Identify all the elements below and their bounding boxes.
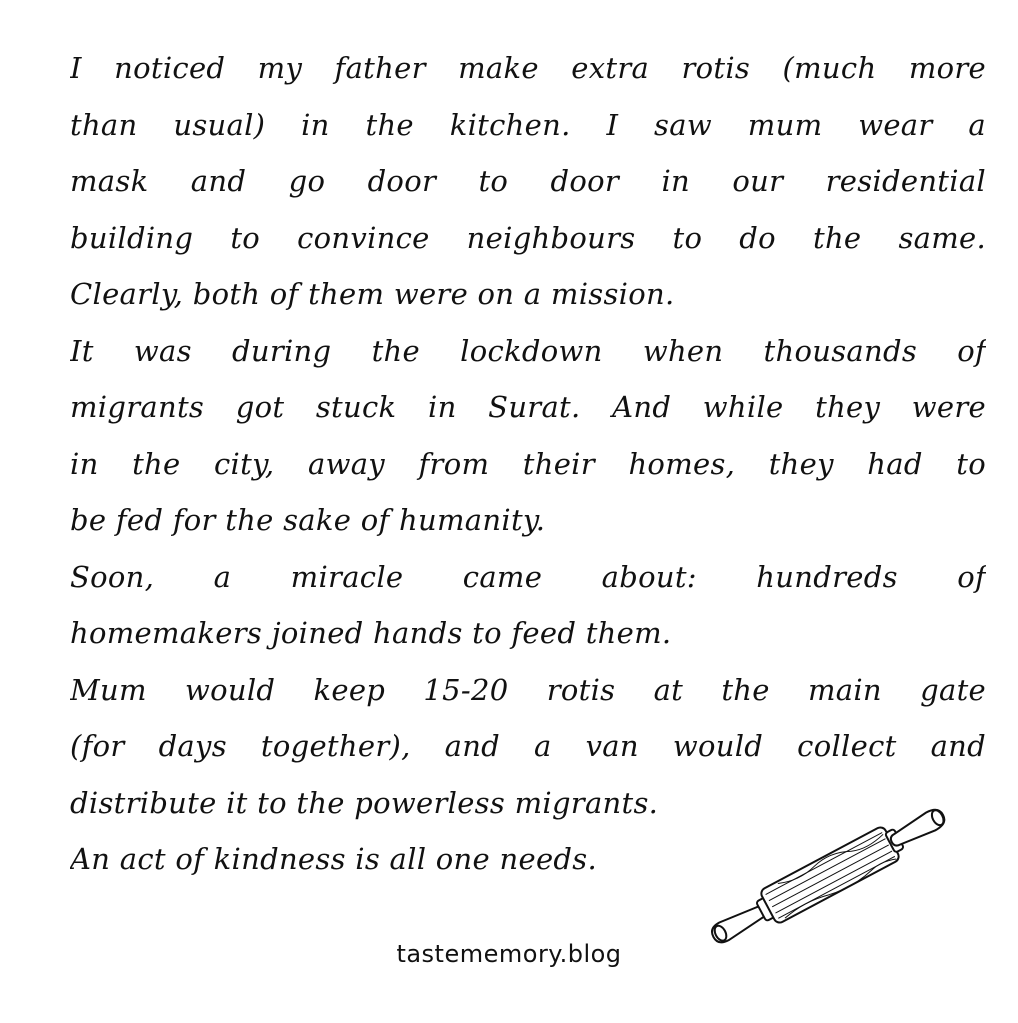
story-line: Mum would keep 15-20 rotis at the main gate [70,672,986,707]
site-url: tastememory.blog [396,940,622,968]
story-line: than usual) in the kitchen. I saw mum wear a [70,107,986,142]
rolling-pin-icon [690,790,970,960]
story-line: be fed for the sake of humanity. [70,503,546,537]
story-text [70,40,986,888]
story-line: migrants got stuck in Surat. And while they were [70,390,986,424]
story-line: I noticed my father make extra rotis (much more [70,51,986,85]
story-line: It was during the lockdown when thousands of [70,333,986,368]
story-line: Clearly, both of them were on a mission. [70,277,675,311]
story-line: homemakers joined hands to feed them. [70,616,672,650]
story-line: distribute it to the powerless migrants. [70,785,659,820]
story-line: Soon, a miracle came about: hundreds of [70,559,986,594]
story-line: mask and go door to door in our residential [70,164,986,198]
story-line: An act of kindness is all one needs. [70,842,597,876]
story-line: building to convince neighbours to do the same. [70,220,986,255]
story-line: in the city, away from their homes, they had to [70,446,986,481]
story-line: (for days together), and a van would collect and [70,729,986,763]
